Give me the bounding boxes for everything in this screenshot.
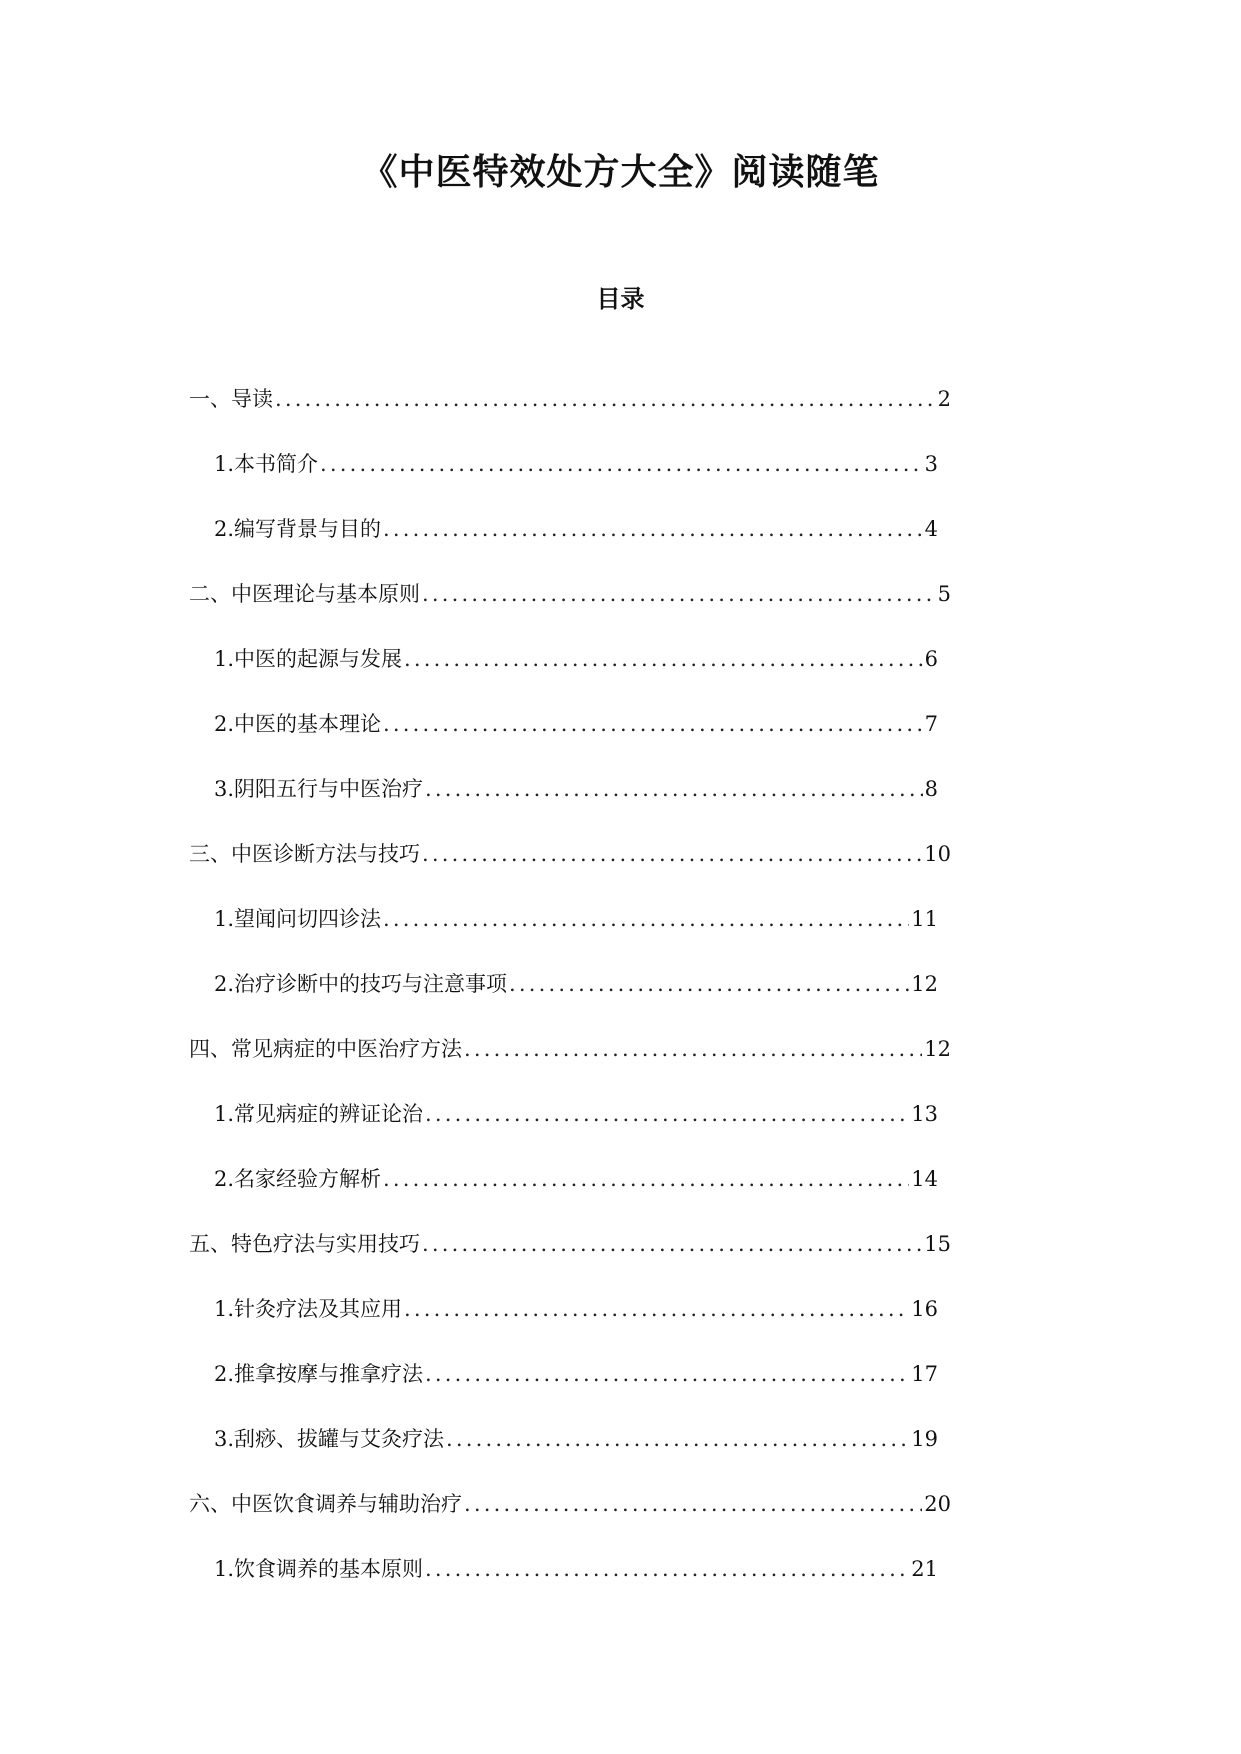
toc-entry-number: 1. xyxy=(214,1102,235,1126)
toc-row xyxy=(0,514,1241,579)
toc-row xyxy=(0,969,1241,1034)
toc-entry-number: 2. xyxy=(214,517,235,541)
toc-dot-leader xyxy=(425,1554,909,1584)
toc-entry[interactable] xyxy=(189,1489,951,1519)
toc-row xyxy=(0,774,1241,839)
toc-entry-number: 2. xyxy=(214,1362,235,1386)
toc-entry[interactable] xyxy=(189,1034,951,1064)
toc-entry-number: 1. xyxy=(214,647,235,671)
toc-dot-leader xyxy=(509,969,909,999)
toc-row xyxy=(0,839,1241,904)
toc-page-number: 13 xyxy=(911,1102,938,1126)
toc-entry-label: 二、中医理论与基本原则 xyxy=(189,582,420,606)
toc-page-number: 8 xyxy=(924,777,938,801)
toc-entry[interactable] xyxy=(214,1164,938,1194)
toc-dot-leader xyxy=(320,449,923,479)
toc-entry[interactable] xyxy=(189,384,951,414)
toc-entry-label: 中医的基本理论 xyxy=(234,712,382,736)
toc-entry-label: 针灸疗法及其应用 xyxy=(234,1297,403,1321)
toc-entry-number: 3. xyxy=(214,1427,235,1451)
toc-entry[interactable] xyxy=(214,1294,938,1324)
toc-entry[interactable] xyxy=(214,1099,938,1129)
toc-entry-label: 五、特色疗法与实用技巧 xyxy=(189,1232,420,1256)
toc-entry[interactable] xyxy=(214,969,938,999)
toc-row xyxy=(0,1229,1241,1294)
toc-page-number: 16 xyxy=(911,1297,938,1321)
toc-page-number: 21 xyxy=(911,1557,938,1581)
toc-entry-label: 刮痧、拔罐与艾灸疗法 xyxy=(234,1427,445,1451)
toc-row xyxy=(0,904,1241,969)
toc-dot-leader xyxy=(422,839,922,869)
toc-page-number: 14 xyxy=(911,1167,938,1191)
toc-entry[interactable] xyxy=(189,579,951,609)
toc-entry-number: 3. xyxy=(214,777,235,801)
toc-dot-leader xyxy=(383,514,923,544)
toc-page-number: 4 xyxy=(924,517,938,541)
toc-entry[interactable] xyxy=(214,904,938,934)
toc-dot-leader xyxy=(425,1359,909,1389)
toc-row xyxy=(0,1164,1241,1229)
toc-entry-label: 饮食调养的基本原则 xyxy=(234,1557,424,1581)
toc-row xyxy=(0,1294,1241,1359)
toc-dot-leader xyxy=(425,1099,909,1129)
toc-dot-leader xyxy=(275,384,936,414)
toc-entry-label: 三、中医诊断方法与技巧 xyxy=(189,842,420,866)
toc-entry-label: 望闻问切四诊法 xyxy=(234,907,382,931)
toc-entry-label: 一、导读 xyxy=(189,387,273,411)
toc-dot-leader xyxy=(425,774,923,804)
toc-dot-leader xyxy=(422,579,936,609)
toc-entry[interactable] xyxy=(189,839,951,869)
toc-row xyxy=(0,1034,1241,1099)
toc-row xyxy=(0,579,1241,644)
toc-page-number: 19 xyxy=(911,1427,938,1451)
toc-entry[interactable] xyxy=(189,1229,951,1259)
toc-entry-label: 名家经验方解析 xyxy=(234,1167,382,1191)
toc-page-number: 5 xyxy=(937,582,951,606)
document-title: 《中医特效处方大全》阅读随笔 xyxy=(361,152,880,193)
toc-row xyxy=(0,1554,1241,1619)
toc-entry[interactable] xyxy=(214,1424,938,1454)
toc-entry[interactable] xyxy=(214,709,938,739)
toc-entry-number: 1. xyxy=(214,1297,235,1321)
toc-page-number: 7 xyxy=(924,712,938,736)
toc-page-number: 17 xyxy=(911,1362,938,1386)
toc-entry[interactable] xyxy=(214,1554,938,1584)
toc-page-number: 2 xyxy=(937,387,951,411)
toc-entry-number: 2. xyxy=(214,972,235,996)
toc-dot-leader xyxy=(422,1229,922,1259)
toc-row xyxy=(0,449,1241,514)
toc-entry[interactable] xyxy=(214,644,938,674)
toc-row xyxy=(0,644,1241,709)
toc-entry-label: 编写背景与目的 xyxy=(234,517,382,541)
toc-page-number: 11 xyxy=(911,907,938,931)
toc-row xyxy=(0,1099,1241,1164)
toc-entry-label: 本书简介 xyxy=(234,452,319,476)
toc-dot-leader xyxy=(383,709,923,739)
toc-row xyxy=(0,1424,1241,1489)
toc-entry-label: 中医的起源与发展 xyxy=(234,647,403,671)
toc-dot-leader xyxy=(464,1034,922,1064)
toc-entry-number: 2. xyxy=(214,1167,235,1191)
toc-entry[interactable] xyxy=(214,1359,938,1389)
toc-dot-leader xyxy=(446,1424,909,1454)
toc-page-number: 12 xyxy=(911,972,938,996)
toc-entry-number: 2. xyxy=(214,712,235,736)
toc-entry[interactable] xyxy=(214,514,938,544)
toc-page-number: 10 xyxy=(924,842,951,866)
toc-page-number: 6 xyxy=(924,647,938,671)
toc-entry-label: 六、中医饮食调养与辅助治疗 xyxy=(189,1492,462,1516)
toc-dot-leader xyxy=(383,904,909,934)
toc-entry-label: 阴阳五行与中医治疗 xyxy=(234,777,424,801)
toc-entry-label: 常见病症的辨证论治 xyxy=(234,1102,424,1126)
toc-entry-number: 1. xyxy=(214,907,235,931)
toc-entry-label: 推拿按摩与推拿疗法 xyxy=(234,1362,424,1386)
toc-dot-leader xyxy=(404,644,923,674)
toc-entry[interactable] xyxy=(214,449,938,479)
table-of-contents xyxy=(0,384,1241,1619)
toc-entry-label: 治疗诊断中的技巧与注意事项 xyxy=(234,972,508,996)
toc-heading: 目录 xyxy=(596,285,645,313)
toc-entry-number: 1. xyxy=(214,452,235,476)
toc-page-number: 3 xyxy=(924,452,938,476)
toc-row xyxy=(0,1489,1241,1554)
toc-page-number: 12 xyxy=(924,1037,951,1061)
toc-page-number: 20 xyxy=(924,1492,951,1516)
toc-dot-leader xyxy=(383,1164,909,1194)
toc-dot-leader xyxy=(464,1489,922,1519)
toc-entry-number: 1. xyxy=(214,1557,235,1581)
toc-dot-leader xyxy=(404,1294,909,1324)
toc-page-number: 15 xyxy=(924,1232,951,1256)
toc-row xyxy=(0,709,1241,774)
toc-entry-label: 四、常见病症的中医治疗方法 xyxy=(189,1037,462,1061)
toc-entry[interactable] xyxy=(214,774,938,804)
toc-row xyxy=(0,384,1241,449)
toc-row xyxy=(0,1359,1241,1424)
